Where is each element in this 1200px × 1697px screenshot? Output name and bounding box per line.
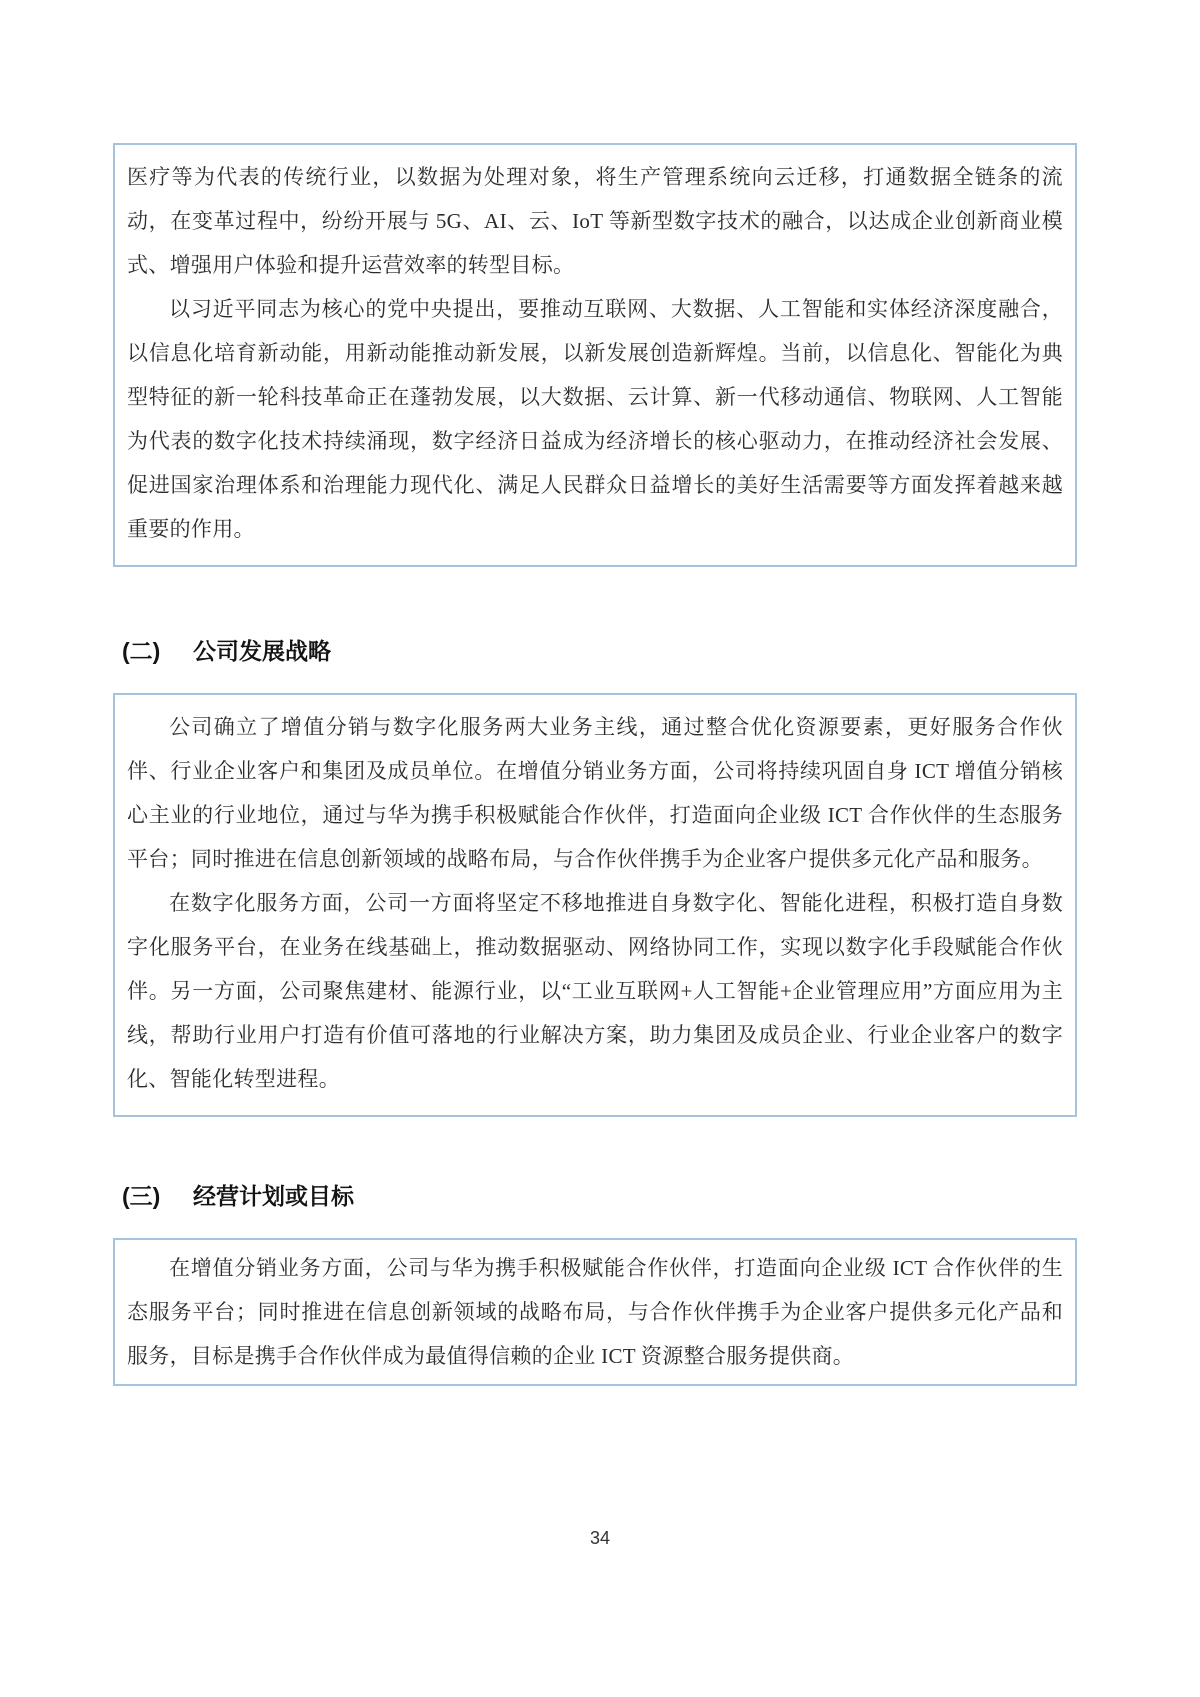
paragraph: 在增值分销业务方面，公司与华为携手积极赋能合作伙伴，打造面向企业级 ICT 合作伙伴的生态服务平台；同时推进在信息创新领域的战略布局，与合作伙伴携手为企业客户提供多元化产品和服务，目标是携手合作伙伴成为最值得信赖的企业 ICT 资源整合服务提供商。: [127, 1256, 1063, 1368]
section-title: 公司发展战略: [193, 638, 331, 664]
paragraph: 在数字化服务方面，公司一方面将坚定不移地推进自身数字化、智能化进程，积极打造自身数字化服务平台，在业务在线基础上，推动数据驱动、网络协同工作，实现以数字化手段赋能合作伙伴。另一方面，公司聚焦建材、能源行业，以“工业互联网+人工智能+企业管理应用”方面应用为主线，帮助行业用户打造有价值可落地的行业解决方案，助力集团及成员企业、行业企业客户的数字化、智能化转型进程。: [127, 891, 1063, 1091]
text-box-business-goals: [113, 1238, 1077, 1386]
section-number: (二): [122, 638, 161, 664]
paragraph: 公司确立了增值分销与数字化服务两大业务主线，通过整合优化资源要素，更好服务合作伙伴、行业企业客户和集团及成员单位。在增值分销业务方面，公司将持续巩固自身 ICT 增值分销核心主业的行业地位，通过与华为携手积极赋能合作伙伴，打造面向企业级 ICT 合作伙伴的生态服务平台；同时推进在信息创新领域的战略布局，与合作伙伴携手为企业客户提供多元化产品和服务。: [127, 715, 1063, 871]
section-title: 经营计划或目标: [193, 1183, 354, 1209]
section-heading-business-plan: [122, 1181, 1022, 1211]
text-box-industry-transformation: [113, 143, 1077, 567]
section-heading-company-strategy: [122, 636, 1022, 666]
page-number: 34: [589, 1528, 611, 1548]
section-number: (三): [122, 1183, 161, 1209]
paragraph: 医疗等为代表的传统行业，以数据为处理对象，将生产管理系统向云迁移，打通数据全链条的流动，在变革过程中，纷纷开展与 5G、AI、云、IoT 等新型数字技术的融合，以达成企业创新商业模式、增强用户体验和提升运营效率的转型目标。: [127, 165, 1063, 277]
paragraph: 以习近平同志为核心的党中央提出，要推动互联网、大数据、人工智能和实体经济深度融合，以信息化培育新动能，用新动能推动新发展，以新发展创造新辉煌。当前，以信息化、智能化为典型特征的新一轮科技革命正在蓬勃发展，以大数据、云计算、新一代移动通信、物联网、人工智能为代表的数字化技术持续涌现，数字经济日益成为经济增长的核心驱动力，在推动经济社会发展、促进国家治理体系和治理能力现代化、满足人民群众日益增长的美好生活需要等方面发挥着越来越重要的作用。: [127, 297, 1063, 541]
text-box-development-strategy: [113, 693, 1077, 1117]
